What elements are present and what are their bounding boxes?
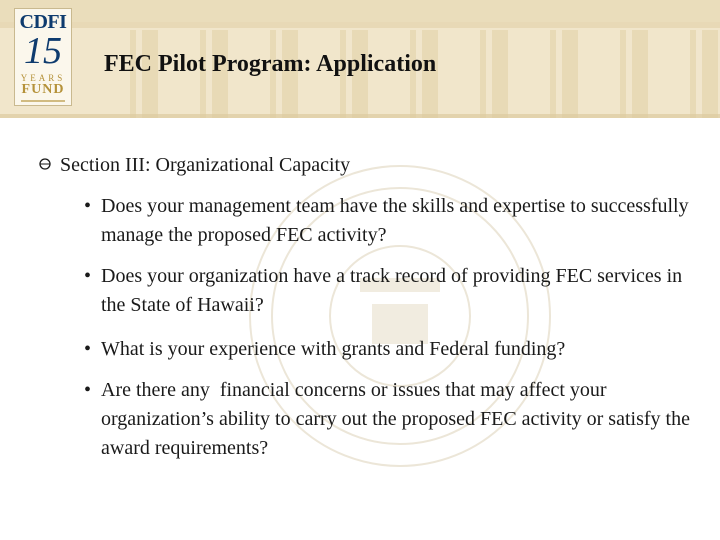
slide-title: FEC Pilot Program: Application bbox=[104, 51, 437, 77]
logo-underline bbox=[21, 100, 65, 102]
dot-bullet-icon: • bbox=[84, 195, 92, 217]
logo-15-text: 15 bbox=[24, 30, 62, 72]
dot-bullet-icon: • bbox=[84, 265, 92, 287]
circle-bullet-icon bbox=[38, 156, 58, 174]
question-text: What is your experience with grants and Federal funding? bbox=[101, 338, 566, 360]
section-label: Section III: Organizational Capacity bbox=[60, 154, 351, 176]
list-item bbox=[84, 376, 694, 464]
slide-header bbox=[0, 0, 720, 118]
list-item bbox=[84, 262, 694, 320]
logo-years-text: YEARS bbox=[20, 73, 66, 83]
question-text: Are there any financial concerns or issues that may affect your organization’s ability to carry out the proposed FEC activity or satisfy the award requirements? bbox=[101, 379, 695, 459]
treasury-seal-watermark bbox=[0, 118, 720, 540]
slide-body bbox=[0, 118, 720, 540]
question-text: Does your management team have the skills and expertise to successfully manage the proposed FEC activity? bbox=[101, 195, 689, 246]
cdfi-fund-logo bbox=[14, 8, 72, 106]
section-heading bbox=[38, 152, 678, 178]
question-text: Does your organization have a track record of providing FEC services in the State of Hawaii? bbox=[101, 265, 683, 316]
logo-cdfi-text: CDFI bbox=[19, 11, 67, 33]
list-item bbox=[84, 335, 694, 365]
logo-fund-text: FUND bbox=[21, 82, 65, 97]
dot-bullet-icon: • bbox=[84, 338, 92, 360]
dot-bullet-icon: • bbox=[84, 379, 92, 401]
list-item bbox=[84, 192, 694, 250]
